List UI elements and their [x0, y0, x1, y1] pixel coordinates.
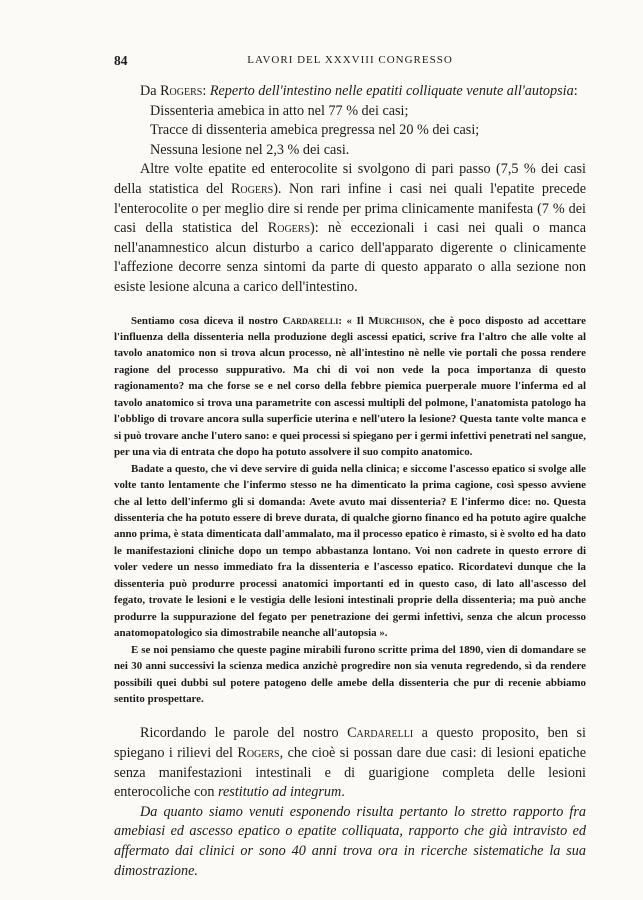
text-run: : « Il: [338, 314, 369, 327]
paragraph-3: [114, 724, 586, 802]
paragraph-2: [114, 160, 586, 297]
author-name: Cardarelli: [347, 725, 414, 742]
paragraph-4: Da quanto siamo venuti esponendo risulta pertanto lo stretto rapporto fra amebiasi ed ascesso epatico o epatite colliquata, rapporto che già intravisto ed affermato dai clinici or sono 40 anni trova ora in ricerche sistematiche la sua dimostrazione.: [114, 803, 586, 879]
intro-colon: :: [202, 83, 210, 99]
quote-paragraph-3: E se noi pensiamo che queste pagine mirabili furono scritte prima del 1890, vien di domandare se nei 30 anni successivi la scienza medica anzichè progredire non sia venuta regredendo, sì da rendere possibili quei dubbi sul potere patogeno delle amebe della dissenteria che pur di recenie abbiamo sentito prospettare.: [114, 643, 586, 705]
text-run: ): nè eccezionali i casi nei quali o manca nell'anamnestico alcun disturbo a carico dell'apparato digerente o clinicamente l'affezione decorre senza sintomi da parte di questo apparato o alla sezione non esiste lesione alcuna a carico dell'intestino.: [114, 220, 586, 295]
text-run: , che cioè si possan dare due casi: di lesioni epatiche senza manifestazioni intestinali e di guarigione completa delle lesioni enterocoliche con: [114, 745, 586, 801]
text-run: ). Non rari infine i casi nei quali l'epatite precede l'enterocolite o per meglio dire si rende per prima clinicamente manifesta (7 % dei casi della statistica del: [114, 180, 587, 237]
running-title: LAVORI DEL XXXVIII CONGRESSO: [247, 54, 453, 66]
intro-prefix: Da: [140, 83, 161, 99]
page-header: [114, 53, 586, 69]
statistics-list: [114, 102, 586, 161]
page-number: 84: [114, 53, 128, 68]
author-name: Murchison: [368, 314, 422, 327]
intro-paragraph: [114, 82, 586, 102]
intro-title: Reperto dell'intestino nelle epatiti colliquate venute all'autopsia: [209, 83, 574, 99]
list-item: Tracce di dissenteria amebica pregressa nel 20 % dei casi;: [150, 122, 480, 139]
text-run: Sentiamo cosa diceva il nostro: [131, 314, 283, 327]
text-run: a questo proposito, ben si spiegano i rilievi del: [114, 725, 586, 761]
intro-end: :: [573, 83, 578, 99]
author-name: Rogers: [237, 745, 280, 761]
page-body: [114, 82, 586, 881]
quote-paragraph-1: [114, 313, 586, 461]
quote-paragraph-2: Badate a questo, che vi deve servire di guida nella clinica; e siccome l'ascesso epatico si svolge alle volte tanto lentamente che l'infermo stesso ne ha dimenticato la prima cagione, così spesso avviene che al letto dell'infermo gli si domanda: Avete avuto mai dissenteria? E l'infermo dice: no. Questa dissenteria che ha potuto essere di breve durata, di qualche giorno financo ed ha potuto agire qualche anno prima, è stata dimenticata dall'ammalato, ma il processo epatico è rimasto, si è svolto ed ha dato le manifestazioni cliniche dopo un tempo abbastanza lontano. Voi non cadrete in questo errore di voler vedere un nesso immediato fra la dissenteria e l'ascesso epatico. Ricordatevi dunque che la dissenteria può produrre processi anatomici importanti ed in questo caso, di lato all'ascesso del fegato, trovate le lesioni e le vestigia delle lesioni intestinali proprie della dissenteria; ma può anche produrre la suppurazione del fegato per penetrazione dei germi infettivi, senza che alcun processo anatomopatologico sia dimostrabile neanche all'autopsia ».: [114, 462, 586, 640]
author-name: Rogers: [160, 83, 203, 99]
text-run: , che è poco disposto ad accettare l'influenza della dissenteria nella produzione degli ascessi epatici, scrive fra l'altro che alle volte al tavolo anatomico non si trova alcun processo, nè all'intestino nè nelle vie portali che possa rendere ragione del processo suppurativo. Ma chi di voi non vede la poca importanza di questo ragionamento? ma che forse se e nel corso della febbre piemica puerperale muore l'inferma ed al tavolo anatomico si trova una parametrite con ascessi multipli del polmone, l'anatomista patologo ha l'obbligo di trovare ancora sulla superficie uterina e nell'utero la lesione? Questa tante volte manca e si può trovare anche l'utero sano: e quei processi si spiegano per i germi infettivi penetrati nel sangue, per una via di entrata che dopo ha potuto assolvere il suo compito anatomico.: [114, 314, 586, 459]
latin-phrase: restitutio ad integrum: [218, 784, 342, 801]
list-item: Dissenteria amebica in atto nel 77 % dei casi;: [150, 102, 409, 119]
author-name: Rogers: [230, 180, 274, 197]
list-item: Nessuna lesione nel 2,3 % dei casi.: [150, 141, 350, 158]
text-run: Altre volte epatite ed enterocolite si svolgono di pari passo (7,5 % dei casi della statistica del: [114, 161, 586, 197]
text-run: Ricordando le parole del nostro: [140, 725, 348, 742]
author-name: Cardarelli: [282, 314, 339, 327]
author-name: Rogers: [267, 220, 311, 237]
text-run: .: [341, 784, 345, 801]
